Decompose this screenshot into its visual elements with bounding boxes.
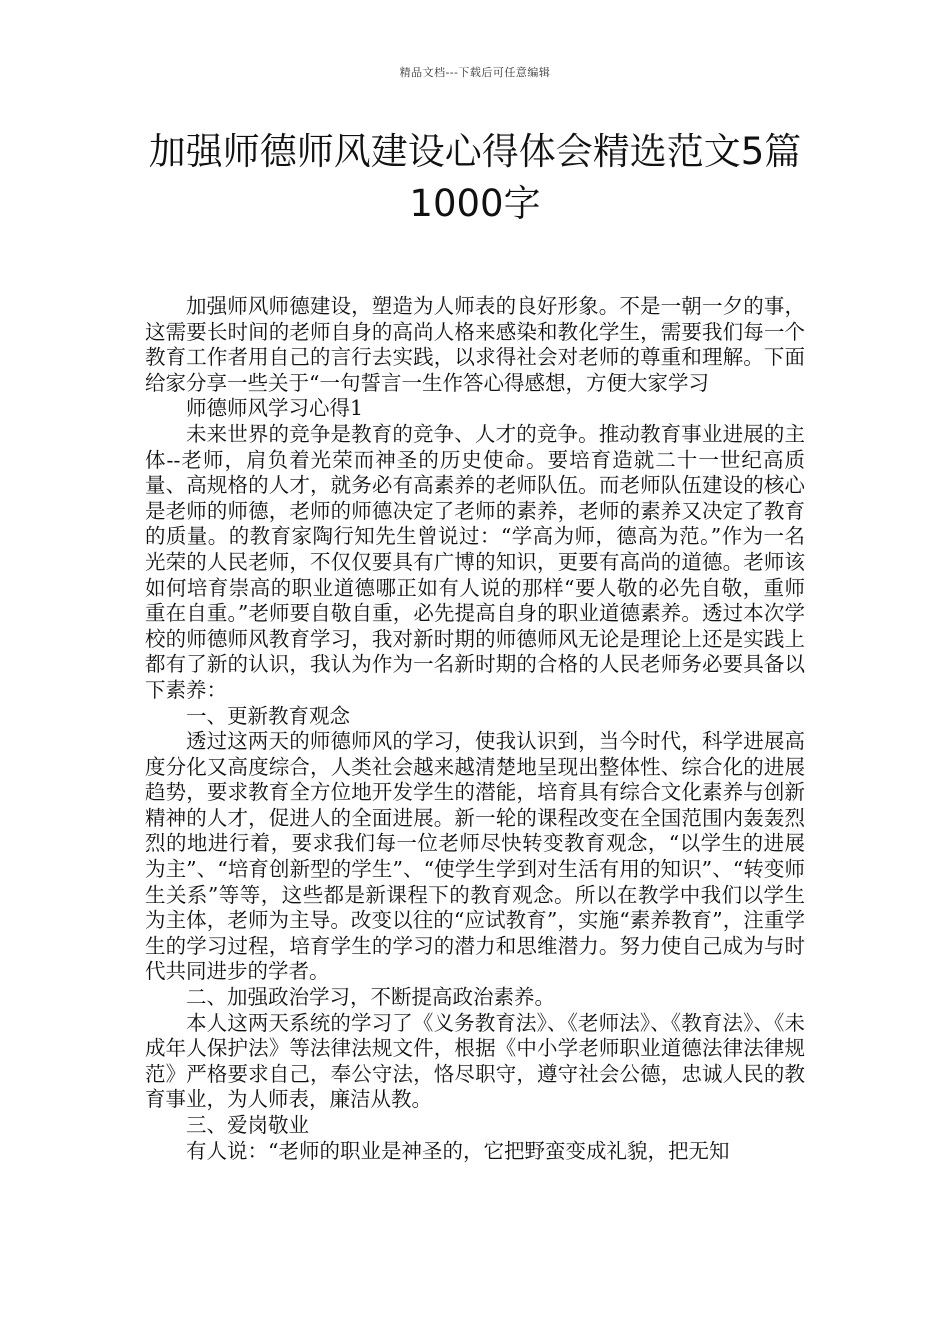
paragraph: 有人说：“老师的职业是神圣的，它把野蛮变成礼貌，把无知 (186, 1138, 730, 1163)
document-body (145, 294, 805, 1164)
subheading-3: 三、爱岗敬业 (186, 1113, 309, 1137)
paragraph-intro: 加强师风师德建设，塑造为人师表的良好形象。不是一朝一夕的事，这需要长时间的老师自身的高尚人格来感染和教化学生，需要我们每一个教育工作者用自己的言行去实践，以求得社会对老师的尊重和理解。下面给家分享一些关于“一句誓言一生作答心得感想，方便大家学习 (145, 294, 805, 395)
paragraph: 未来世界的竞争是教育的竞争、人才的竞争。推动教育事业进展的主体--老师，肩负着光荣而神圣的历史使命。要培育造就二十一世纪高质量、高规格的人才，就务必有高素养的老师队伍。而老师队伍建设的核心是老师的师德，老师的师德决定了老师的素养，老师的素养又决定了教育的质量。的教育家陶行知先生曾说过：“学高为师，德高为范。”作为一名光荣的人民老师，不仅仅要具有广博的知识，更要有高尚的道德。老师该如何培育崇高的职业道德哪正如有人说的那样“要人敬的必先自敬，重师重在自重。”老师要自敬自重，必先提高自身的职业道德素养。透过本次学校的师德师风教育学习，我对新时期的师德师风无论是理论上还是实践上都有了新的认识，我认为作为一名新时期的合格的人民老师务必要具备以下素养： (145, 421, 805, 702)
subheading-1: 一、更新教育观念 (186, 703, 350, 728)
document-title: 加强师德师风建设心得体会精选范文5篇1000字 (148, 130, 802, 225)
section-heading-1: 师德师风学习心得1 (186, 396, 364, 421)
header-note: 精品文档---下载后可任意编辑 (399, 66, 551, 79)
paragraph: 本人这两天系统的学习了《义务教育法》、《老师法》、《教育法》、《未成年人保护法》等法律法规文件，根据《中小学老师职业道德法律法律规范》严格要求自己，奉公守法，恪尽职守，遵守社会公德，忠诚人民的教育事业，为人师表，廉洁从教。 (145, 1010, 805, 1112)
subheading-2: 二、加强政治学习，不断提高政治素养。 (186, 985, 555, 1010)
paragraph: 透过这两天的师德师风的学习，使我认识到，当今时代，科学进展高度分化又高度综合，人类社会越来越清楚地呈现出整体性、综合化的进展趋势，要求教育全方位地开发学生的潜能，培育具有综合文化素养与创新精神的人才，促进人的全面进展。新一轮的课程改变在全国范围内轰轰烈烈的地进行着，要求我们每一位老师尽快转变教育观念，“以学生的进展为主”、“培育创新型的学生”、“使学生学到对生活有用的知识”、“转变师生关系”等等，这些都是新课程下的教育观念。所以在教学中我们以学生为主体，老师为主导。改变以往的“应试教育”，实施“素养教育”，注重学生的学习过程，培育学生的学习的潜力和思维潜力。努力使自己成为与时代共同进步的学者。 (145, 729, 805, 984)
